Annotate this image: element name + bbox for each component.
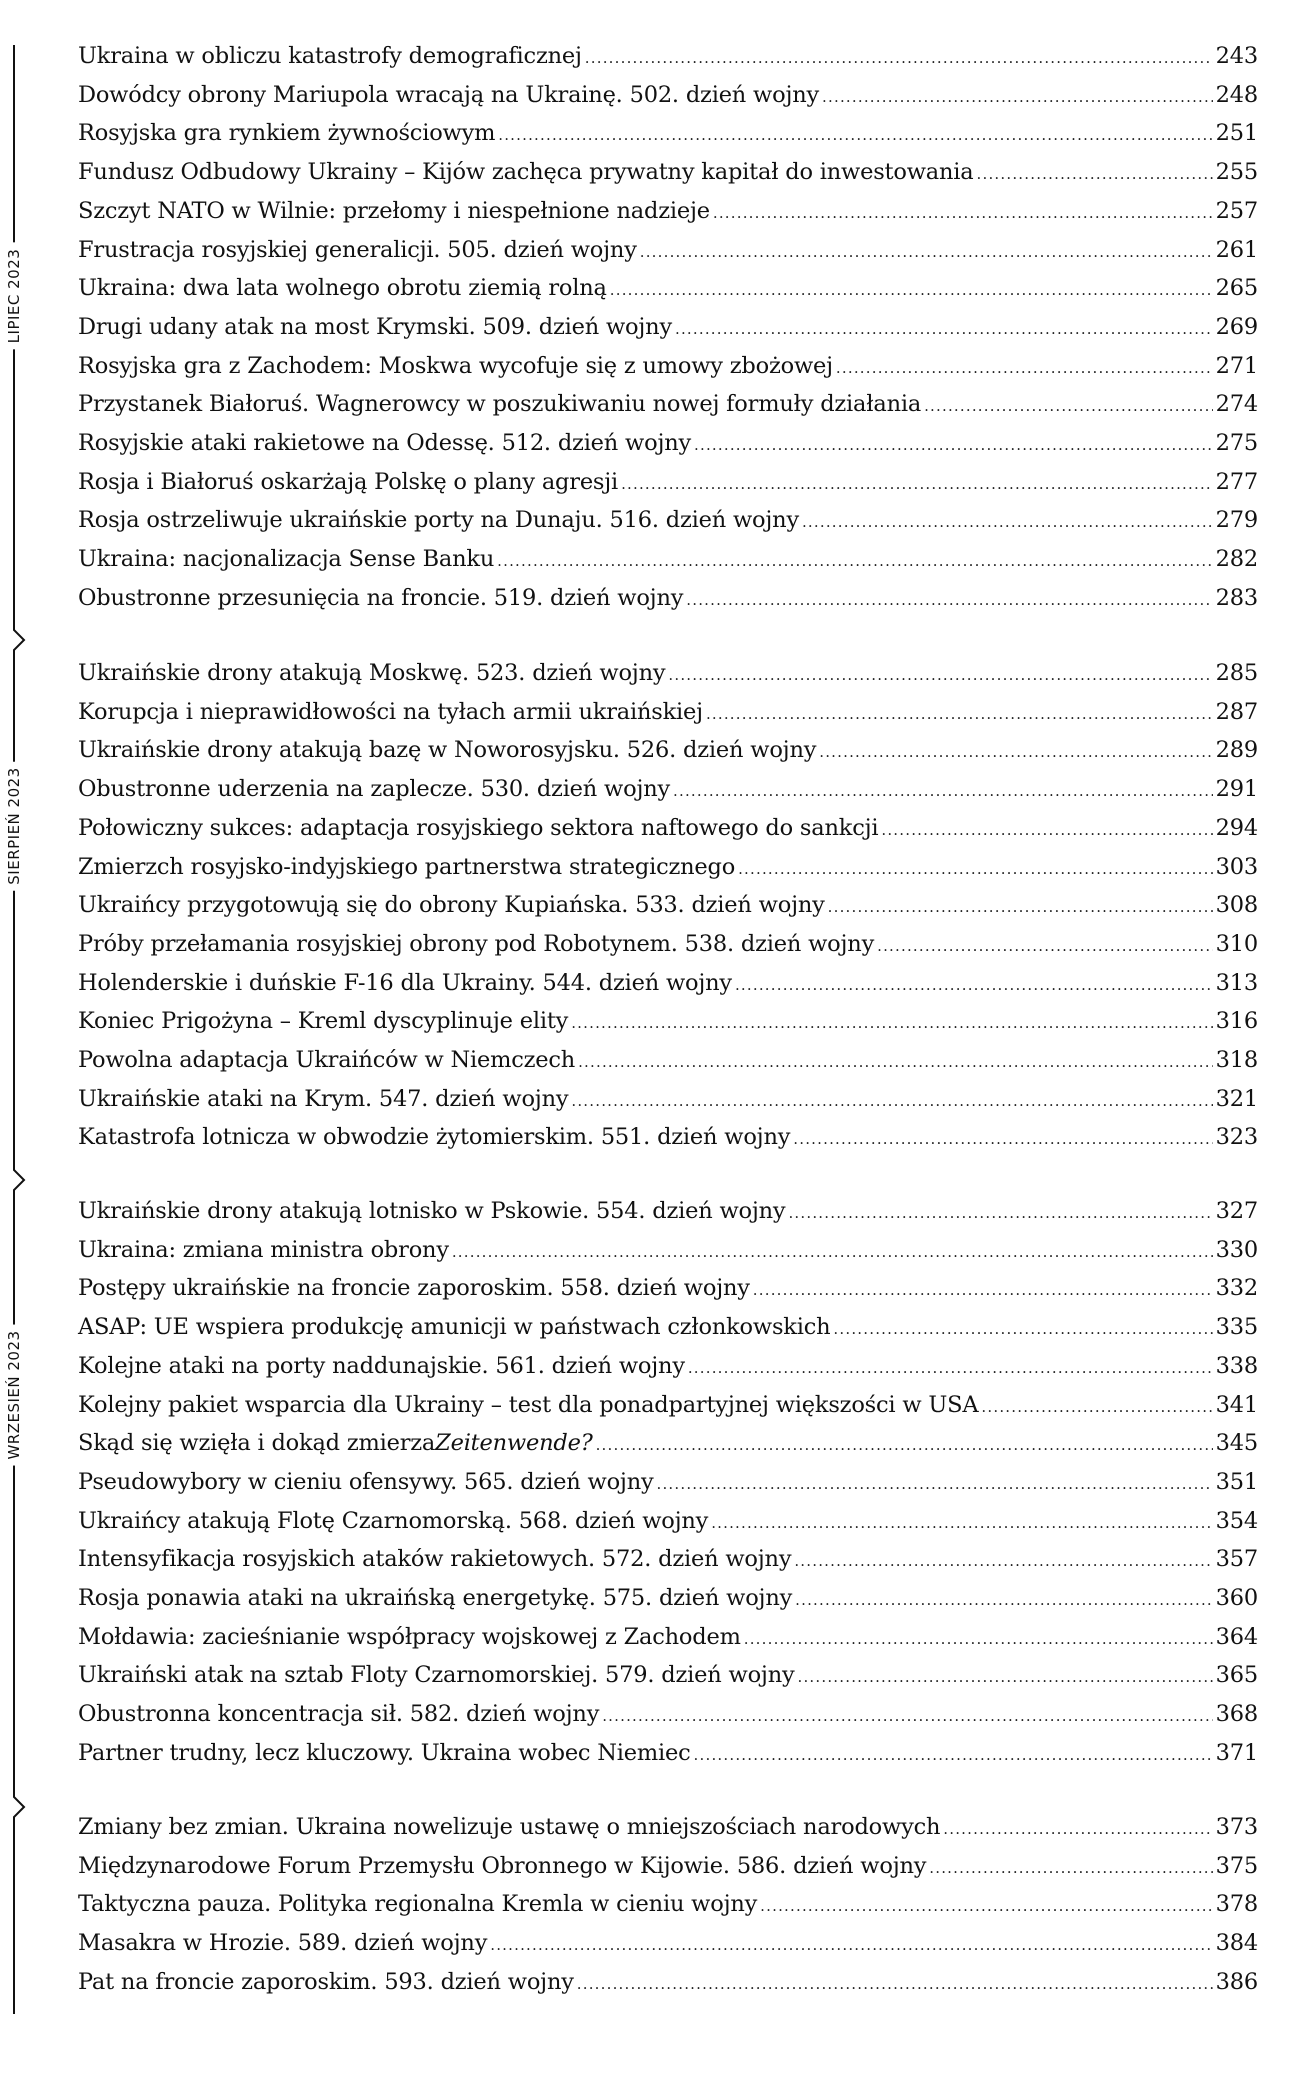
toc-entry-title: Korupcja i nieprawidłowości na tyłach armii ukraińskiej	[78, 698, 703, 725]
dot-leader	[713, 194, 1213, 232]
toc-entry[interactable]	[78, 1656, 1258, 1694]
toc-entry-page-number: 368	[1215, 1701, 1258, 1728]
toc-entry-title: Ukraińskie drony atakują Moskwę. 523. dzień wojny	[78, 660, 666, 686]
toc-entry-title: Rosja i Białoruś oskarżają Polskę o plany agresji	[78, 468, 619, 495]
toc-entry[interactable]	[78, 269, 1258, 307]
dot-leader	[744, 1620, 1213, 1658]
toc-entry[interactable]	[78, 76, 1258, 114]
dot-leader	[877, 927, 1213, 965]
toc-entry-title: Rosja ostrzeliwuje ukraińskie porty na Dunaju. 516. dzień wojny	[78, 507, 799, 534]
toc-entry[interactable]	[78, 308, 1258, 346]
dot-leader	[753, 1271, 1213, 1309]
toc-entry-title: ASAP: UE wspiera produkcję amunicji w państwach członkowskich	[78, 1314, 831, 1341]
toc-entry[interactable]	[78, 1540, 1258, 1578]
month-label-lipiec: LIPIEC 2023	[5, 243, 23, 350]
toc-entry[interactable]	[78, 1963, 1258, 2001]
dot-leader	[640, 233, 1213, 271]
toc-entry-page-number: 345	[1215, 1430, 1258, 1457]
toc-entry-title: Dowódcy obrony Mariupola wracają na Ukrainę. 502. dzień wojny	[78, 81, 820, 108]
toc-entry-page-number: 291	[1215, 776, 1258, 803]
toc-entry[interactable]	[78, 1002, 1258, 1040]
toc-entry-title: Zmierzch rosyjsko-indyjskiego partnerstwa strategicznego	[78, 853, 736, 880]
toc-entry-title: Kolejne ataki na porty naddunajskie. 561. dzień wojny	[78, 1352, 685, 1379]
toc-entry-title: Obustronne przesunięcia na froncie. 519. dzień wojny	[78, 584, 684, 611]
toc-entry[interactable]	[78, 964, 1258, 1002]
toc-entry[interactable]	[78, 1502, 1258, 1540]
dot-leader	[498, 116, 1212, 154]
toc-entry-page-number: 275	[1215, 430, 1258, 456]
toc-entry[interactable]	[78, 1080, 1258, 1118]
dot-leader	[602, 1697, 1212, 1735]
toc-entry[interactable]	[78, 654, 1258, 692]
toc-entry-page-number: 269	[1215, 313, 1258, 340]
dot-leader	[798, 1658, 1213, 1696]
toc-entry-title: Rosyjska gra rynkiem żywnościowym	[78, 120, 496, 147]
dot-leader	[793, 1120, 1212, 1158]
toc-entry-page-number: 316	[1215, 1008, 1258, 1035]
toc-entry[interactable]	[78, 1118, 1258, 1156]
toc-entry-page-number: 251	[1215, 120, 1258, 147]
toc-entry-title: Obustronne uderzenia na zaplecze. 530. dzień wojny	[78, 776, 671, 803]
toc-entry[interactable]	[78, 886, 1258, 924]
toc-entry[interactable]	[78, 1231, 1258, 1269]
toc-entry-page-number: 365	[1215, 1662, 1258, 1689]
dot-leader	[686, 581, 1212, 619]
toc-entry-page-number: 277	[1215, 468, 1258, 495]
toc-entry-title: Frustracja rosyjskiej generalicji. 505. dzień wojny	[78, 236, 637, 263]
toc-entry-title: Holenderskie i duńskie F-16 dla Ukrainy. 544. dzień wojny	[78, 969, 732, 996]
toc-entry-title: Ukraina: zmiana ministra obrony	[78, 1236, 449, 1263]
toc-entry-title: Katastrofa lotnicza w obwodzie żytomierskim. 551. dzień wojny	[78, 1124, 791, 1151]
toc-entry-page-number: 274	[1215, 391, 1258, 418]
toc-entry-title: Ukraińskie drony atakują bazę w Noworosyjsku. 526. dzień wojny	[78, 737, 817, 764]
toc-entry-title: Koniec Prigożyna – Kreml dyscyplinuje elity	[78, 1008, 569, 1035]
month-timeline-rail	[0, 0, 60, 2074]
toc-entry-page-number: 318	[1215, 1047, 1258, 1073]
toc-entry-page-number: 287	[1215, 698, 1258, 725]
toc-entry-page-number: 303	[1215, 853, 1258, 880]
dot-leader	[610, 271, 1213, 309]
dot-leader	[828, 888, 1213, 926]
dot-leader	[668, 656, 1212, 694]
toc-entry-page-number: 313	[1215, 969, 1258, 996]
toc-entry-page-number: 335	[1215, 1314, 1258, 1341]
dot-leader	[711, 1504, 1212, 1542]
dot-leader	[571, 1004, 1212, 1042]
toc-entry[interactable]	[78, 925, 1258, 963]
toc-entry[interactable]	[78, 1041, 1258, 1079]
toc-entry-title: Ukraińcy atakują Flotę Czarnomorską. 568. dzień wojny	[78, 1507, 709, 1534]
toc-entry-title: Ukraińskie drony atakują lotnisko w Pskowie. 554. dzień wojny	[78, 1198, 786, 1224]
toc-entry-page-number: 341	[1215, 1391, 1258, 1418]
toc-entry[interactable]	[78, 385, 1258, 423]
toc-entry-page-number: 283	[1215, 584, 1258, 611]
toc-entry-title: Ukraińskie ataki na Krym. 547. dzień wojny	[78, 1085, 569, 1112]
toc-entry-page-number: 243	[1215, 43, 1258, 69]
toc-entry[interactable]	[78, 809, 1258, 847]
toc-entry-page-number: 294	[1215, 814, 1258, 841]
toc-entry-title: Zmiany bez zmian. Ukraina nowelizuje ustawę o mniejszościach narodowych	[78, 1814, 941, 1840]
toc-entry[interactable]	[78, 1308, 1258, 1346]
toc-entry[interactable]	[78, 37, 1258, 75]
dot-leader	[673, 772, 1213, 810]
dot-leader	[490, 1926, 1212, 1964]
toc-entry-title: Ukraina: dwa lata wolnego obrotu ziemią rolną	[78, 275, 607, 302]
toc-entry[interactable]	[78, 1269, 1258, 1307]
toc-entry-page-number: 375	[1215, 1852, 1258, 1879]
toc-entry[interactable]	[78, 1192, 1258, 1230]
toc-entry[interactable]	[78, 1808, 1258, 1846]
toc-entry-title: Ukraińcy przygotowują się do obrony Kupiańska. 533. dzień wojny	[78, 892, 825, 919]
dot-leader	[802, 503, 1213, 541]
dot-leader	[706, 695, 1213, 733]
toc-entry[interactable]	[78, 1695, 1258, 1733]
dot-leader	[657, 1465, 1213, 1503]
toc-entry-page-number: 285	[1215, 660, 1258, 686]
toc-entry-page-number: 279	[1215, 507, 1258, 534]
toc-entry[interactable]	[78, 114, 1258, 152]
toc-entry[interactable]	[78, 1424, 1258, 1462]
toc-entry-page-number: 364	[1215, 1623, 1258, 1650]
toc-entry-page-number: 271	[1215, 352, 1258, 379]
toc-entry-title: Ukraina w obliczu katastrofy demograficznej	[78, 43, 582, 69]
toc-entry[interactable]	[78, 1386, 1258, 1424]
toc-entry-title: Pat na froncie zaporoskim. 593. dzień wojny	[78, 1968, 574, 1995]
toc-entry[interactable]	[78, 1463, 1258, 1501]
toc-entry[interactable]	[78, 579, 1258, 617]
toc-entry-title: Rosyjska gra z Zachodem: Moskwa wycofuje się z umowy zbożowej	[78, 352, 833, 379]
toc-entry-title: Masakra w Hrozie. 589. dzień wojny	[78, 1930, 488, 1957]
dot-leader	[621, 465, 1213, 503]
toc-entry-page-number: 354	[1215, 1507, 1258, 1534]
toc-entry[interactable]	[78, 424, 1258, 462]
toc-entry-page-number: 255	[1215, 159, 1258, 186]
toc-entry-title: Obustronna koncentracja sił. 582. dzień wojny	[78, 1701, 600, 1728]
toc-entry-title: Partner trudny, lecz kluczowy. Ukraina wobec Niemiec	[78, 1739, 691, 1766]
toc-entry[interactable]	[78, 153, 1258, 191]
toc-entry[interactable]	[78, 731, 1258, 769]
dot-leader	[585, 39, 1213, 77]
dot-leader	[577, 1965, 1213, 2003]
toc-entry-page-number: 282	[1215, 546, 1258, 573]
toc-entry-title: Przystanek Białoruś. Wagnerowcy w poszukiwaniu nowej formuły działania	[78, 391, 922, 418]
toc-entry[interactable]	[78, 1734, 1258, 1772]
toc-entry[interactable]	[78, 192, 1258, 230]
toc-entry[interactable]	[78, 1347, 1258, 1385]
toc-entry-page-number: 257	[1215, 197, 1258, 224]
toc-entry-page-number: 357	[1215, 1546, 1258, 1573]
dot-leader	[788, 1194, 1212, 1232]
dot-leader	[688, 1349, 1213, 1387]
toc-entry-title: Próby przełamania rosyjskiej obrony pod Robotynem. 538. dzień wojny	[78, 930, 875, 957]
toc-entry-title: Intensyfikacja rosyjskich ataków rakietowych. 572. dzień wojny	[78, 1546, 792, 1573]
dot-leader	[833, 1310, 1212, 1348]
toc-entry-page-number: 386	[1215, 1968, 1258, 1995]
toc-entry-title: Rosja ponawia ataki na ukraińską energetykę. 575. dzień wojny	[78, 1585, 793, 1611]
toc-entry-page-number: 323	[1215, 1124, 1258, 1151]
toc-entry[interactable]	[78, 347, 1258, 385]
toc-entry[interactable]	[78, 770, 1258, 808]
dot-leader	[596, 1426, 1213, 1464]
toc-entry[interactable]	[78, 231, 1258, 269]
toc-entry-title: Drugi udany atak na most Krymski. 509. dzień wojny	[78, 313, 672, 340]
toc-entry-title: Pseudowybory w cieniu ofensywy. 565. dzień wojny	[78, 1468, 654, 1495]
dot-leader	[571, 1082, 1212, 1120]
toc-entry[interactable]	[78, 848, 1258, 886]
toc-entry-title: Szczyt NATO w Wilnie: przełomy i niespełnione nadzieje	[78, 197, 710, 224]
dot-leader	[929, 1849, 1212, 1887]
toc-entry-page-number: 384	[1215, 1930, 1258, 1957]
toc-entry[interactable]	[78, 501, 1258, 539]
toc-entry-page-number: 327	[1215, 1198, 1258, 1224]
toc-entry-title: Ukraina: nacjonalizacja Sense Banku	[78, 546, 495, 573]
toc-entry[interactable]	[78, 463, 1258, 501]
month-label-sierpien: SIERPIEŃ 2023	[5, 761, 23, 890]
toc-entry[interactable]	[78, 1924, 1258, 1962]
dot-leader	[694, 1736, 1213, 1774]
toc-entry-title: Fundusz Odbudowy Ukrainy – Kijów zachęca prywatny kapitał do inwestowania	[78, 159, 974, 186]
toc-entry-page-number: 330	[1215, 1236, 1258, 1263]
toc-entry-page-number: 360	[1215, 1585, 1258, 1611]
toc-entry-page-number: 289	[1215, 737, 1258, 764]
toc-entry-page-number: 332	[1215, 1275, 1258, 1302]
dot-leader	[675, 310, 1213, 348]
dot-leader	[981, 1388, 1212, 1426]
dot-leader	[881, 811, 1212, 849]
toc-entry[interactable]	[78, 1618, 1258, 1656]
dot-leader	[795, 1581, 1213, 1619]
toc-entry-title: Postępy ukraińskie na froncie zaporoskim. 558. dzień wojny	[78, 1275, 750, 1302]
dot-leader	[924, 387, 1213, 425]
toc-entry-page-number: 261	[1215, 236, 1258, 263]
dot-leader	[694, 426, 1213, 464]
toc-entry[interactable]	[78, 1847, 1258, 1885]
dot-leader	[738, 850, 1213, 888]
toc-entry-page-number: 308	[1215, 892, 1258, 919]
toc-entry[interactable]	[78, 1579, 1258, 1617]
toc-entry-page-number: 310	[1215, 930, 1258, 957]
toc-entry-title: Taktyczna pauza. Polityka regionalna Kremla w cieniu wojny	[78, 1891, 758, 1918]
dot-leader	[794, 1542, 1212, 1580]
toc-entry[interactable]	[78, 1885, 1258, 1923]
toc-entry-title-italic: Zeitenwende?	[435, 1430, 593, 1457]
toc-entry-title: Kolejny pakiet wsparcia dla Ukrainy – test dla ponadpartyjnej większości w USA	[78, 1391, 979, 1418]
dot-leader	[735, 966, 1213, 1004]
toc-entry-title: Ukraiński atak na sztab Floty Czarnomorskiej. 579. dzień wojny	[78, 1662, 795, 1689]
toc-entry-title: Międzynarodowe Forum Przemysłu Obronnego w Kijowie. 586. dzień wojny	[78, 1852, 927, 1879]
toc-entry-page-number: 378	[1215, 1891, 1258, 1918]
dot-leader	[943, 1810, 1212, 1848]
toc-entry-page-number: 338	[1215, 1352, 1258, 1379]
dot-leader	[578, 1043, 1213, 1081]
toc-entry-page-number: 373	[1215, 1814, 1258, 1840]
toc-entry-page-number: 351	[1215, 1468, 1258, 1495]
dot-leader	[497, 542, 1213, 580]
toc-entry-title: Skąd się wzięła i dokąd zmierza	[78, 1430, 436, 1457]
dot-leader	[760, 1887, 1212, 1925]
toc-entry-page-number: 248	[1215, 81, 1258, 108]
toc-entry-page-number: 371	[1215, 1739, 1258, 1766]
toc-entry-title: Powolna adaptacja Ukraińców w Niemczech	[78, 1047, 576, 1073]
dot-leader	[822, 78, 1213, 116]
dot-leader	[836, 349, 1213, 387]
toc-entry-title: Mołdawia: zacieśnianie współpracy wojskowej z Zachodem	[78, 1623, 741, 1650]
toc-entry-title: Połowiczny sukces: adaptacja rosyjskiego sektora naftowego do sankcji	[78, 814, 879, 841]
toc-entry[interactable]	[78, 693, 1258, 731]
toc-entry-page-number: 265	[1215, 275, 1258, 302]
month-label-wrzesien: WRZESIEŃ 2023	[5, 1324, 23, 1465]
dot-leader	[452, 1233, 1213, 1271]
toc-entry-page-number: 321	[1215, 1085, 1258, 1112]
dot-leader	[819, 733, 1212, 771]
dot-leader	[977, 155, 1213, 193]
toc-entry[interactable]	[78, 540, 1258, 578]
toc-entry-title: Rosyjskie ataki rakietowe na Odessę. 512. dzień wojny	[78, 430, 692, 456]
